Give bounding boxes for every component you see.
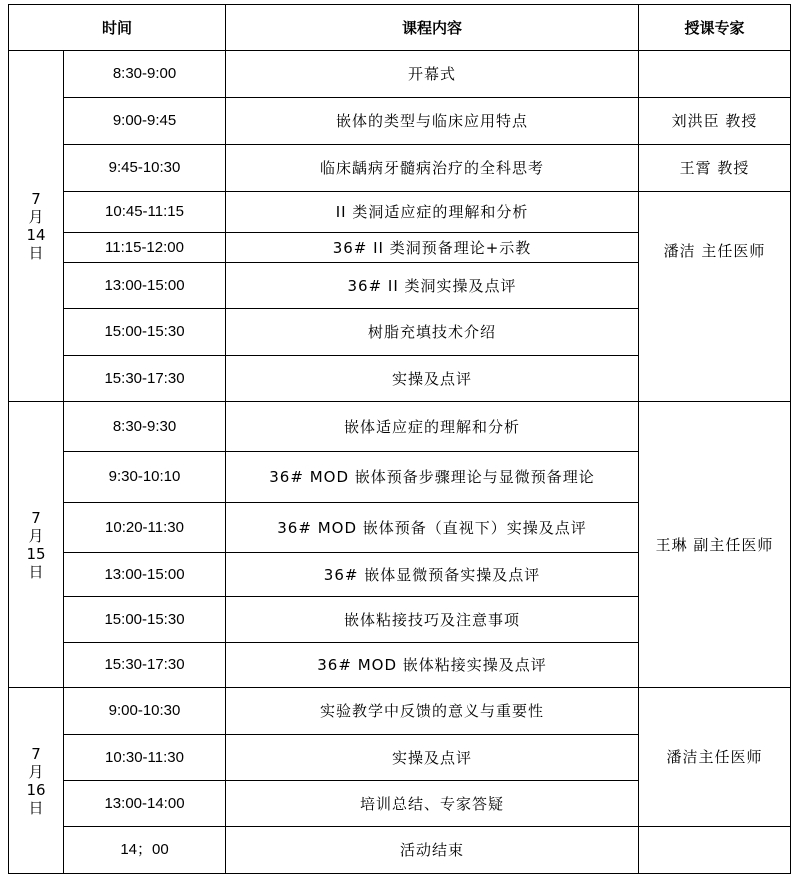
session-time: 15:30-17:30 — [64, 643, 226, 688]
session-content: 36# II 类洞实操及点评 — [226, 263, 639, 309]
session-time: 10:45-11:15 — [64, 192, 226, 233]
session-time: 9:30-10:10 — [64, 452, 226, 503]
expert-cell: 刘洪臣 教授 — [639, 98, 791, 145]
session-time: 15:30-17:30 — [64, 356, 226, 402]
session-time: 15:00-15:30 — [64, 309, 226, 356]
date-cell-day3 — [9, 688, 64, 874]
header-time: 时间 — [9, 5, 226, 51]
session-time: 14；00 — [64, 827, 226, 874]
session-content: 开幕式 — [226, 51, 639, 98]
session-time: 9:45-10:30 — [64, 145, 226, 192]
session-time: 9:00-9:45 — [64, 98, 226, 145]
session-content: 实操及点评 — [226, 356, 639, 402]
table-row — [9, 192, 791, 233]
session-content: 36# 嵌体显微预备实操及点评 — [226, 553, 639, 597]
date-cell-day1 — [9, 51, 64, 402]
table-row — [9, 827, 791, 874]
session-content: 嵌体适应症的理解和分析 — [226, 402, 639, 452]
header-expert: 授课专家 — [639, 5, 791, 51]
session-content: 36# MOD 嵌体预备（直视下）实操及点评 — [226, 503, 639, 553]
session-time: 11:15-12:00 — [64, 233, 226, 263]
expert-cell: 王琳 副主任医师 — [639, 402, 791, 688]
session-content: 活动结束 — [226, 827, 639, 874]
session-time: 13:00-14:00 — [64, 781, 226, 827]
table-row — [9, 98, 791, 145]
table-row — [9, 402, 791, 452]
session-content: 嵌体粘接技巧及注意事项 — [226, 597, 639, 643]
session-content: II 类洞适应症的理解和分析 — [226, 192, 639, 233]
session-time: 13:00-15:00 — [64, 263, 226, 309]
session-content: 实验教学中反馈的意义与重要性 — [226, 688, 639, 735]
session-time: 10:20-11:30 — [64, 503, 226, 553]
header-content: 课程内容 — [226, 5, 639, 51]
date-month-char: 月 — [28, 762, 44, 781]
session-content: 临床龋病牙髓病治疗的全科思考 — [226, 145, 639, 192]
table-row — [9, 688, 791, 735]
schedule-table — [8, 4, 791, 874]
date-month-num: 7 — [31, 508, 41, 527]
session-time: 8:30-9:30 — [64, 402, 226, 452]
table-row — [9, 51, 791, 98]
date-day-num: 15 — [26, 544, 46, 563]
expert-cell: 潘洁 主任医师 — [639, 192, 791, 402]
session-content: 实操及点评 — [226, 735, 639, 781]
expert-cell: 潘洁主任医师 — [639, 688, 791, 827]
date-month-num: 7 — [31, 744, 41, 763]
expert-cell — [639, 827, 791, 874]
date-day-num: 14 — [26, 226, 46, 244]
session-content: 36# MOD 嵌体粘接实操及点评 — [226, 643, 639, 688]
session-content: 树脂充填技术介绍 — [226, 309, 639, 356]
expert-cell — [639, 51, 791, 98]
date-day-char: 日 — [28, 798, 44, 817]
session-time: 8:30-9:00 — [64, 51, 226, 98]
session-content: 培训总结、专家答疑 — [226, 781, 639, 827]
date-day-char: 日 — [28, 562, 44, 581]
expert-cell: 王霄 教授 — [639, 145, 791, 192]
session-time: 13:00-15:00 — [64, 553, 226, 597]
date-month-char: 月 — [28, 208, 44, 226]
session-time: 9:00-10:30 — [64, 688, 226, 735]
session-time: 15:00-15:30 — [64, 597, 226, 643]
header-row — [9, 5, 791, 51]
date-cell-day2 — [9, 402, 64, 688]
session-content: 36# II 类洞预备理论+示教 — [226, 233, 639, 263]
table-row — [9, 145, 791, 192]
session-content: 36# MOD 嵌体预备步骤理论与显微预备理论 — [226, 452, 639, 503]
date-month-char: 月 — [28, 526, 44, 545]
date-day-char: 日 — [28, 244, 44, 262]
session-content: 嵌体的类型与临床应用特点 — [226, 98, 639, 145]
session-time: 10:30-11:30 — [64, 735, 226, 781]
date-month-num: 7 — [31, 190, 41, 208]
date-day-num: 16 — [26, 780, 46, 799]
